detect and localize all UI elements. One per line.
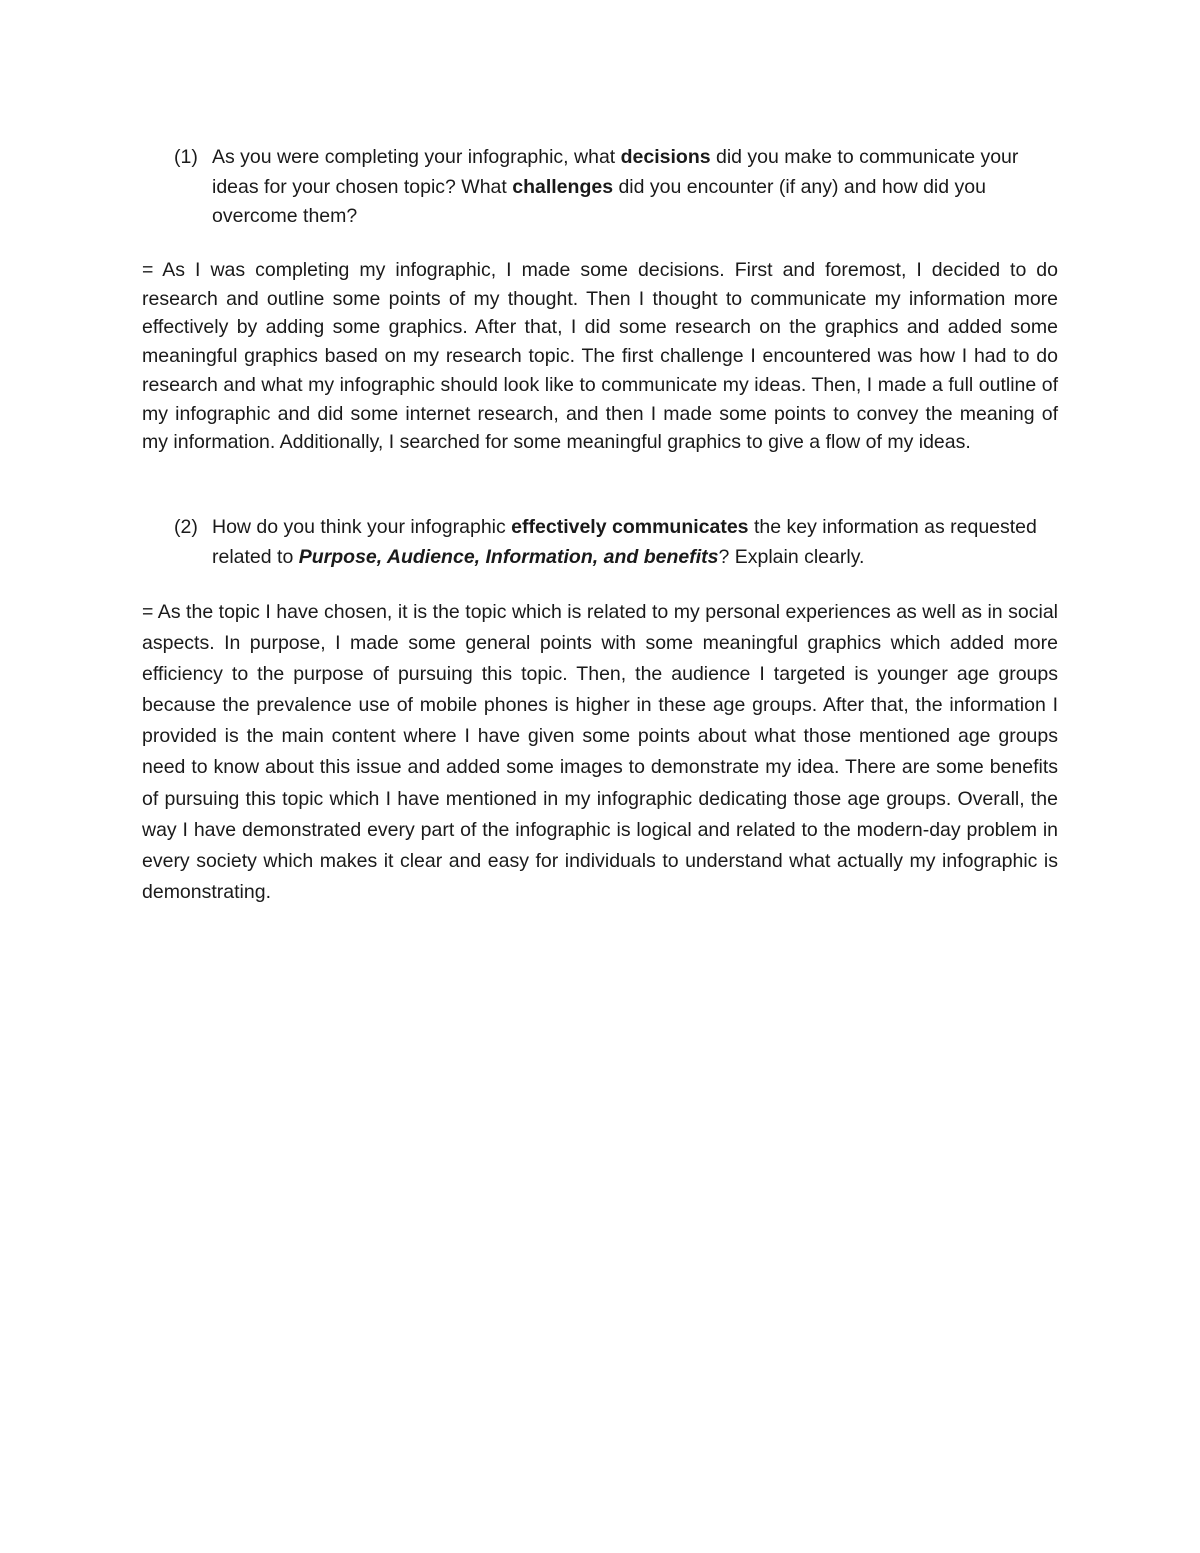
question-number: (1): [174, 146, 198, 168]
keyword-effectively-communicates: effectively communicates: [511, 516, 749, 538]
keyword-benefits: and benefits: [603, 545, 719, 568]
keyword-purpose: Purpose: [298, 545, 377, 568]
question-text-segment: the key information as requested related to: [212, 516, 1037, 568]
answer-1: = As I was completing my infographic, I made some decisions. First and foremost, I decided to do research and outline some points of my thought. Then I thought to communicate my information more effectively by adding some graphics. After that, I did some research on the graphics and added some meaningful graphics based on my research topic. The first challenge I encountered was how I had to do research and what my infographic should look like to communicate my ideas. Then, I made a full outline of my infographic and did some internet research, and then I made some points to convey the meaning of my information. Additionally, I searched for some meaningful graphics to give a flow of my ideas.: [142, 259, 1058, 454]
question-number: (2): [174, 516, 198, 538]
question-text: [212, 143, 1058, 232]
keyword-separator: ,: [376, 545, 387, 568]
question-text: [212, 513, 1058, 572]
keyword-audience: Audience: [386, 545, 475, 568]
question-text-segment: As you were completing your infographic, what: [212, 146, 621, 168]
question-text-segment: did you encounter (if any) and how did you overcome them?: [212, 175, 986, 227]
keyword-decisions: decisions: [620, 146, 711, 168]
answer-2: = As the topic I have chosen, it is the topic which is related to my personal experiences as well as in social aspects. In purpose, I made some general points with some meaningful graphics which added more efficiency to the purpose of pursuing this topic. Then, the audience I targeted is younger age groups because the prevalence use of mobile phones is higher in these age groups. After that, the information I provided is the main content where I have given some points about what those mentioned age groups need to know about this issue and added some images to demonstrate my idea. There are some benefits of pursuing this topic which I have mentioned in my infographic dedicating those age groups. Overall, the way I have demonstrated every part of the infographic is logical and related to the modern-day problem in every society which makes it clear and easy for individuals to understand what actually my infographic is demonstrating.: [142, 601, 1058, 903]
question-text-segment: How do you think your infographic: [212, 516, 512, 538]
question-text-segment: did you make to communicate your ideas for your chosen topic? What: [212, 146, 1019, 198]
question-1: [174, 143, 1058, 232]
keyword-challenges: challenges: [512, 175, 614, 198]
keyword-separator: ,: [474, 545, 486, 568]
keyword-information: Information: [485, 545, 593, 568]
question-text-segment: ? Explain clearly.: [718, 545, 865, 568]
keyword-separator: ,: [592, 545, 604, 568]
question-2: [174, 513, 1058, 572]
